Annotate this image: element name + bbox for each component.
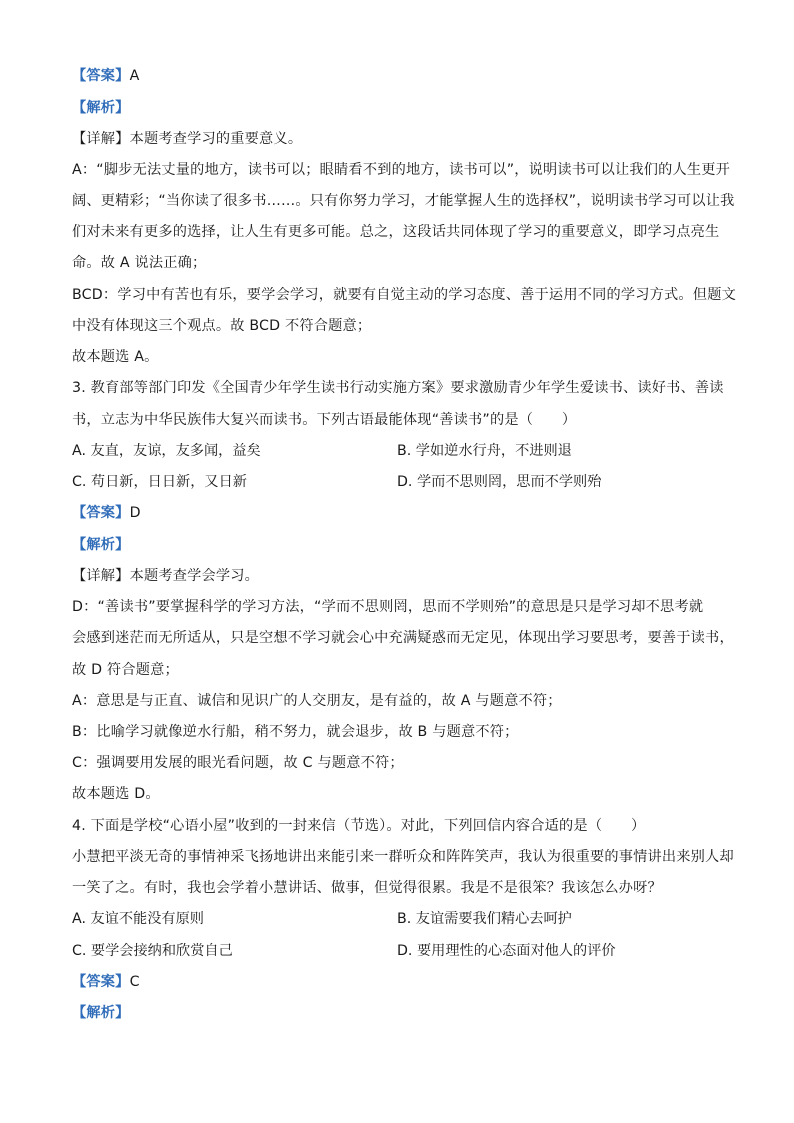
q3-paragraph-line: A：意思是与正直、诚信和见识广的人交朋友，是有益的，故 A 与题意不符； xyxy=(72,693,562,709)
q3-stem-line: 书，立志为中华民族伟大复兴而读书。下列古语最能体现“善读书”的是（ ） xyxy=(72,412,577,428)
q3-paragraph-line: B：比喻学习就像逆水行船，稍不努力，就会退步，故 B 与题意不符； xyxy=(72,724,519,740)
q3-paragraph-line: D：“善读书”要掌握科学的学习方法，“学而不思则罔，思而不学则殆”的意思是只是学习却不思考就 xyxy=(72,599,704,615)
q4-answer-line xyxy=(72,972,722,992)
q3-paragraph-line: 故 D 符合题意； xyxy=(72,662,179,678)
answer-tag: 【答案】 xyxy=(72,505,130,521)
analysis-tag: 【解析】 xyxy=(72,537,130,553)
q4-option-c: C. 要学会接纳和欣赏自己 xyxy=(72,943,233,959)
q3-paragraph-line: C：强调要用发展的眼光看问题，故 C 与题意不符； xyxy=(72,755,404,771)
analysis-tag: 【解析】 xyxy=(72,100,130,116)
q4-analysis-line xyxy=(72,1003,722,1023)
q4-stem-line: 4. 下面是学校“心语小屋”收到的一封来信（节选）。对此，下列回信内容合适的是（ ） xyxy=(72,818,646,834)
q2-answer-line xyxy=(72,66,722,86)
q3-option-b: B. 学如逆水行舟，不进则退 xyxy=(397,443,572,459)
q3-option-c: C. 苟日新，日日新，又日新 xyxy=(72,474,247,490)
analysis-tag: 【解析】 xyxy=(72,1005,130,1021)
q4-option-a: A. 友谊不能没有原则 xyxy=(72,911,204,927)
answer-tag: 【答案】 xyxy=(72,68,130,84)
q3-stem-line: 3. 教育部等部门印发《全国青少年学生读书行动实施方案》要求激励青少年学生爱读书、读好书、善读 xyxy=(72,380,724,396)
q2-analysis-line xyxy=(72,98,722,118)
detail-tag: 【详解】 xyxy=(72,568,130,584)
q3-option-d: D. 学而不思则罔，思而不学则殆 xyxy=(397,474,602,490)
q3-analysis-line xyxy=(72,535,722,555)
detail-text: 本题考查学习的重要意义。 xyxy=(129,131,303,147)
q2-conclusion-line: 故本题选 A。 xyxy=(72,349,159,365)
answer-value: A xyxy=(129,68,140,84)
q4-option-d: D. 要用理性的心态面对他人的评价 xyxy=(397,943,616,959)
answer-value: C xyxy=(129,974,140,990)
answer-value: D xyxy=(129,505,141,521)
q2-paragraph-line: 们对未来有更多的选择，让人生有更多可能。总之，这段话共同体现了学习的重要意义，即学习点亮生 xyxy=(72,224,720,240)
detail-tag: 【详解】 xyxy=(72,131,130,147)
q2-paragraph-line: 命。故 A 说法正确； xyxy=(72,255,207,271)
q2-paragraph-line: 阔、更精彩；“当你读了很多书……。只有你努力学习，才能掌握人生的选择权”，说明读书学习可以让我 xyxy=(72,193,735,209)
q3-answer-line xyxy=(72,503,722,523)
q3-paragraph-line: 会感到迷茫而无所适从，只是空想不学习就会心中充满疑惑而无定见，体现出学习要思考，要善于读书， xyxy=(72,630,734,646)
q2-detail-line xyxy=(72,129,722,149)
q2-paragraph-line: A：“脚步无法丈量的地方，读书可以；眼睛看不到的地方，读书可以”，说明读书可以让我们的人生更开 xyxy=(72,162,731,178)
q3-option-a: A. 友直，友谅，友多闻，益矣 xyxy=(72,443,261,459)
q2-paragraph-line: 中没有体现这三个观点。故 BCD 不符合题意； xyxy=(72,318,372,334)
detail-text: 本题考查学会学习。 xyxy=(129,568,260,584)
q3-detail-line xyxy=(72,566,722,586)
q4-letter-line: 一笑了之。有时，我也会学着小慧讲话、做事，但觉得很累。我是不是很笨？我该怎么办呀？ xyxy=(72,880,662,896)
q3-conclusion-line: 故本题选 D。 xyxy=(72,786,160,802)
q4-letter-line: 小慧把平淡无奇的事情神采飞扬地讲出来能引来一群听众和阵阵笑声，我认为很重要的事情讲出来别人却 xyxy=(72,849,734,865)
answer-tag: 【答案】 xyxy=(72,974,130,990)
q4-option-b: B. 友谊需要我们精心去呵护 xyxy=(397,911,572,927)
q2-paragraph-line: BCD：学习中有苦也有乐，要学会学习，就要有自觉主动的学习态度、善于运用不同的学习方式。但题文 xyxy=(72,287,736,303)
